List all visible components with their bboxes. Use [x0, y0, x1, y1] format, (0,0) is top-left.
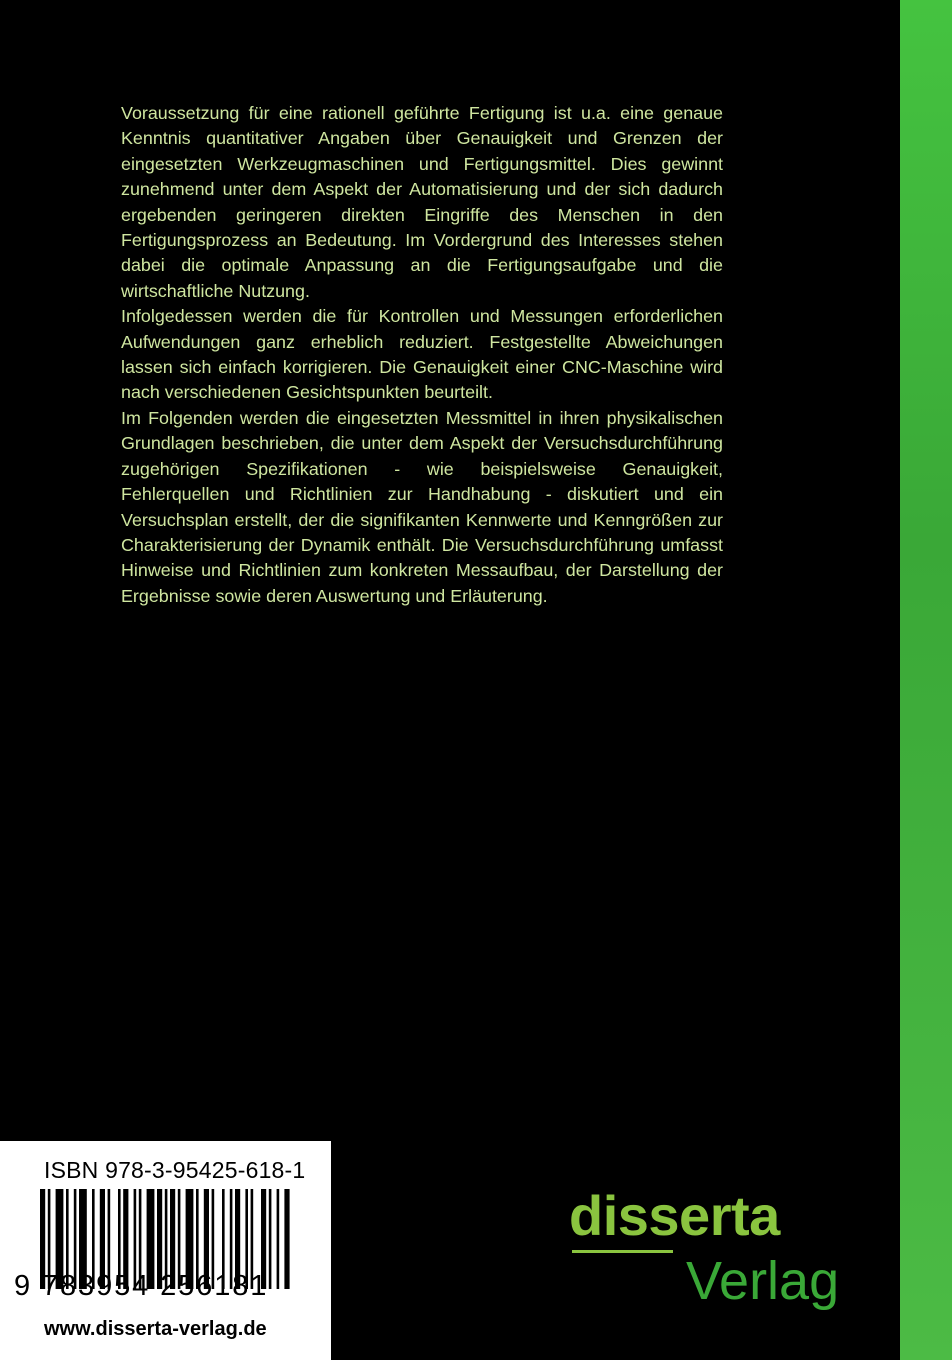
blurb-paragraph-3: Im Folgenden werden die eingesetzten Messmittel in ihren physikalischen Grundlagen beschrieben, die unter dem Aspekt der Versuchsdurchführung zugehörigen Spezifikationen - wie beispielsweise Genauigkeit, Fehlerquellen und Richtlinien zur Handhabung - diskutiert und ein Versuchsplan erstellt, der die signifikanten Kennwerte und Kenngrößen zur Charakterisierung der Dynamik enthält. Die Versuchsdurchführung umfasst Hinweise und Richtlinien zum konkreten Messaufbau, der Darstellung der Ergebnisse sowie deren Auswertung und Erläuterung. [121, 407, 723, 606]
isbn-barcode-panel [0, 1141, 331, 1360]
publisher-url: www.disserta-verlag.de [44, 1318, 267, 1340]
barcode-digits: 9 783954 256181 [14, 1270, 269, 1302]
blurb-paragraph-1: Voraussetzung für eine rationell geführte Fertigung ist u.a. eine genaue Kenntnis quantitativer Angaben über Genauigkeit und Grenzen der eingesetzten Werkzeugmaschinen und Fertigungsmittel. Dies gewinnt zunehmend unter dem Aspekt der Automatisierung und der sich dadurch ergebenden geringeren direkten Eingriffe des Menschen in den Fertigungsprozess an Bedeutung. Im Vordergrund des Interesses stehen dabei die optimale Anpassung an die Fertigungsaufgabe und die wirtschaftliche Nutzung. [121, 103, 723, 301]
publisher-logo-verlag: Verlag [686, 1251, 840, 1311]
publisher-logo-disserta: disserta [569, 1184, 780, 1247]
green-side-stripe [900, 0, 952, 1360]
isbn-label: ISBN 978-3-95425-618-1 [44, 1157, 306, 1183]
logo-underline [572, 1250, 673, 1253]
blurb-paragraph-2: Infolgedessen werden die für Kontrollen und Messungen erforderlichen Aufwendungen ganz erheblich reduziert. Festgestellte Abweichungen lassen sich einfach korrigieren. Die Genauigkeit einer CNC-Maschine wird nach verschiedenen Gesichtspunkten beurteilt. [121, 306, 723, 403]
back-cover-blurb [121, 101, 723, 609]
